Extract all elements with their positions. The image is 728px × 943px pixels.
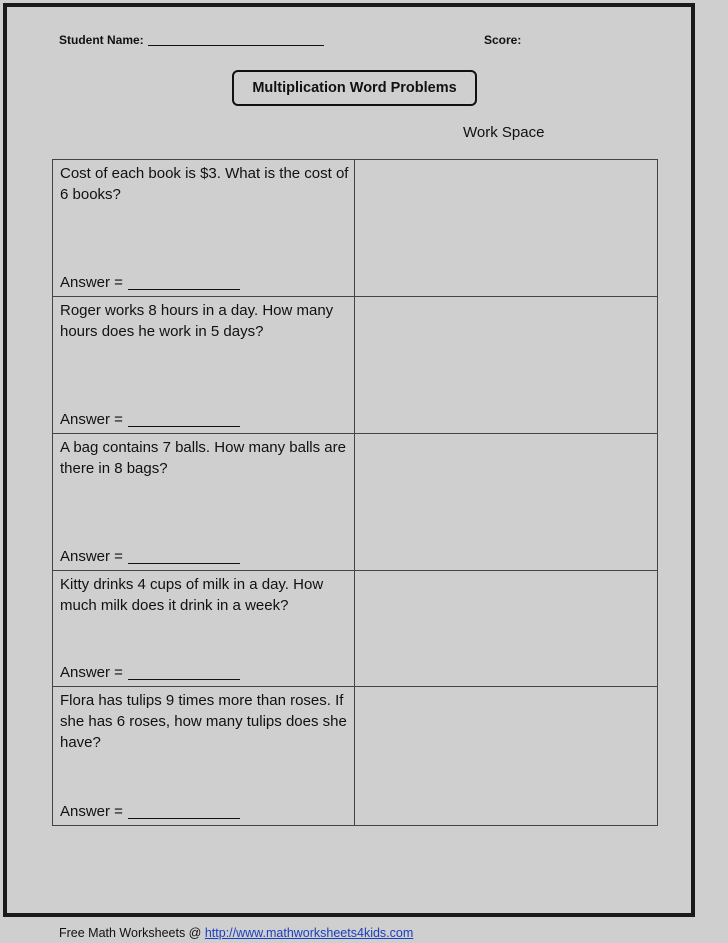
- question-cell: [53, 297, 355, 433]
- footer-link[interactable]: http://www.mathworksheets4kids.com: [204, 926, 414, 940]
- footer: [59, 926, 413, 940]
- answer-label: Answer =: [60, 664, 123, 681]
- answer-field: [60, 662, 240, 683]
- problem-row: [53, 570, 657, 686]
- work-space-cell: [355, 297, 657, 433]
- student-name-label: Student Name:: [59, 33, 144, 47]
- question-text: A bag contains 7 balls. How many balls are there in 8 bags?: [60, 439, 346, 477]
- answer-blank: [128, 818, 240, 819]
- question-text: Kitty drinks 4 cups of milk in a day. How much milk does it drink in a week?: [60, 576, 324, 614]
- work-space-label: Work Space: [463, 124, 545, 141]
- answer-label: Answer =: [60, 411, 123, 428]
- answer-field: [60, 272, 240, 293]
- question-cell: [53, 687, 355, 825]
- problem-row: [53, 433, 657, 570]
- answer-field: [60, 801, 240, 822]
- work-space-cell: [355, 160, 657, 296]
- answer-label: Answer =: [60, 548, 123, 565]
- worksheet-title: Multiplication Word Problems: [232, 70, 477, 106]
- student-name-line: [148, 45, 324, 46]
- question-cell: [53, 434, 355, 570]
- work-space-cell: [355, 571, 657, 686]
- problem-row: [53, 686, 657, 825]
- question-text: Roger works 8 hours in a day. How many hours does he work in 5 days?: [60, 302, 334, 340]
- work-space-cell: [355, 687, 657, 825]
- answer-field: [60, 409, 240, 430]
- question-text: Cost of each book is $3. What is the cost of 6 books?: [60, 165, 349, 203]
- answer-blank: [128, 679, 240, 680]
- footer-text: Free Math Worksheets @: [59, 926, 205, 940]
- answer-blank: [128, 426, 240, 427]
- answer-blank: [128, 563, 240, 564]
- answer-label: Answer =: [60, 274, 123, 291]
- question-cell: [53, 571, 355, 686]
- problem-row: [53, 160, 657, 296]
- score-label: Score:: [484, 33, 522, 47]
- question-cell: [53, 160, 355, 296]
- work-space-cell: [355, 434, 657, 570]
- question-text: Flora has tulips 9 times more than roses. If she has 6 roses, how many tulips does she have?: [60, 692, 347, 751]
- problems-table: [52, 159, 658, 826]
- answer-blank: [128, 289, 240, 290]
- answer-label: Answer =: [60, 803, 123, 820]
- problem-row: [53, 296, 657, 433]
- answer-field: [60, 546, 240, 567]
